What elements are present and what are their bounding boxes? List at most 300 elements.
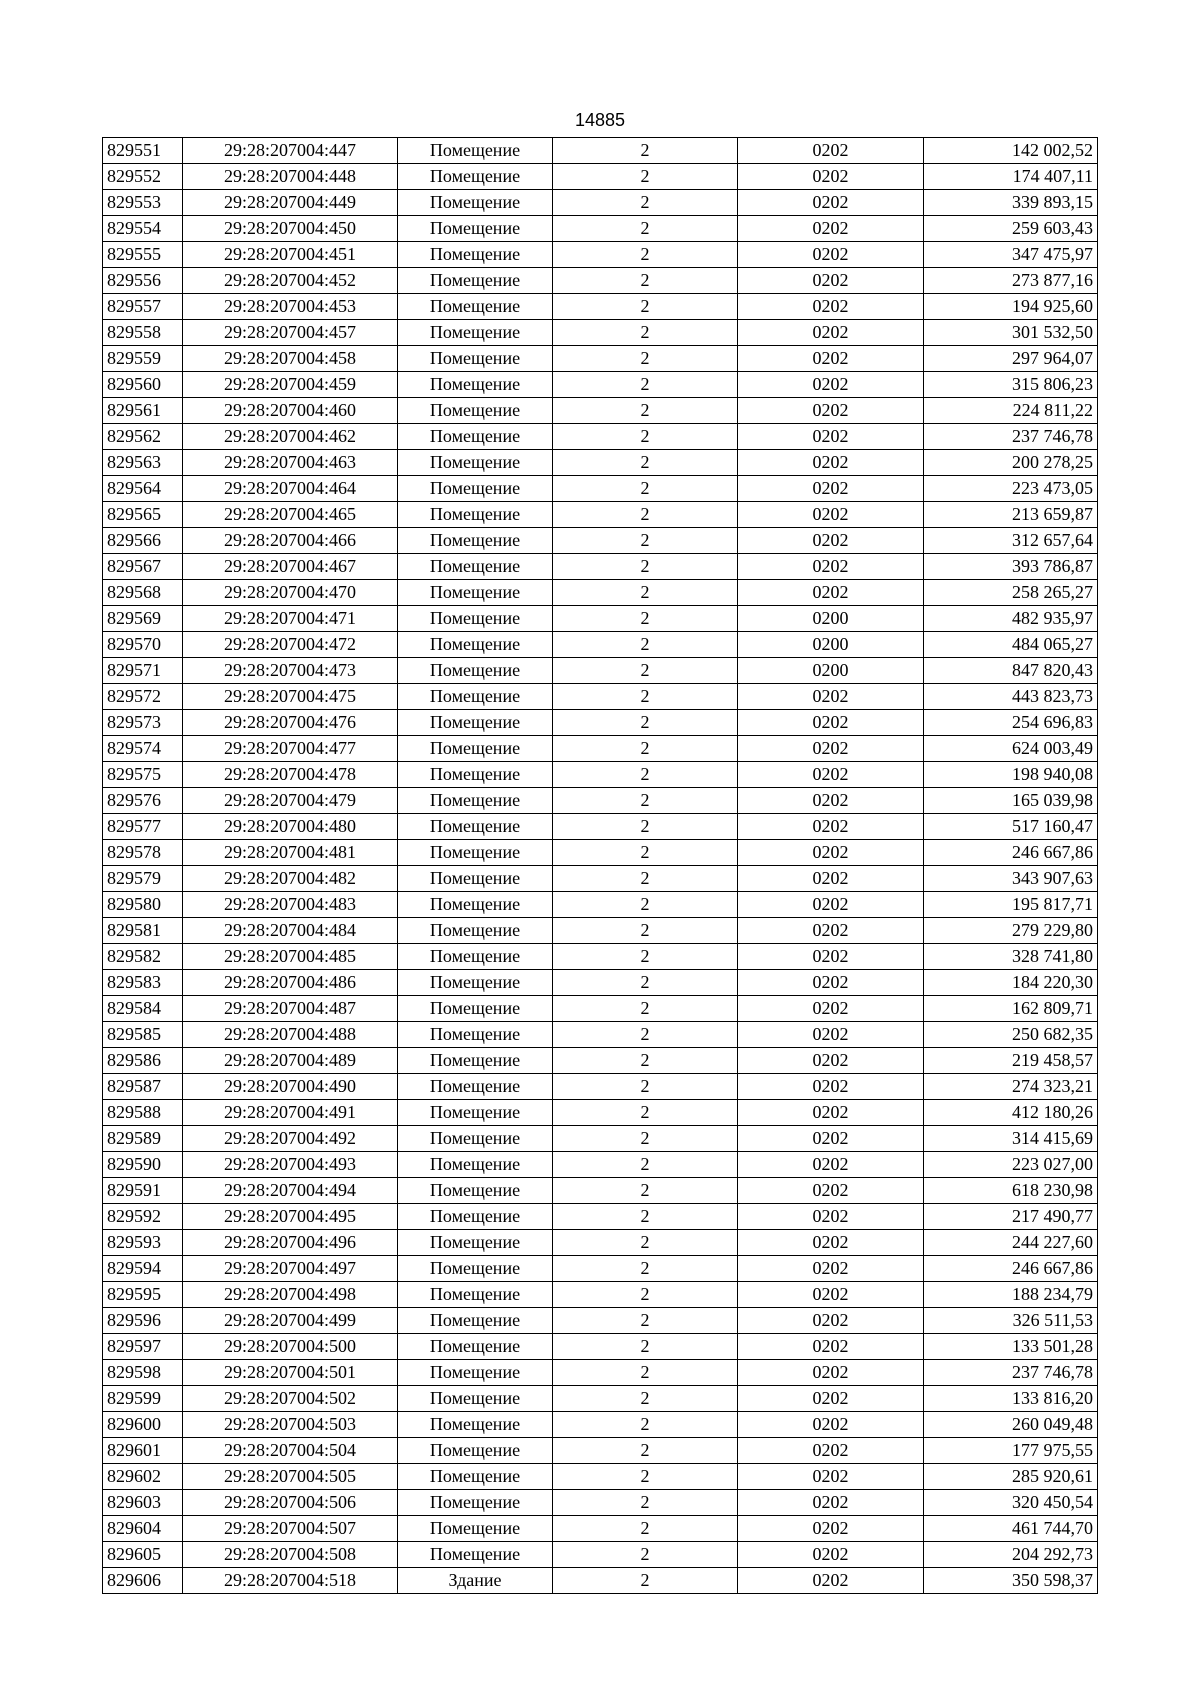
object-type-cell: Помещение — [398, 216, 553, 242]
group-code-cell: 2 — [553, 814, 738, 840]
table-row — [103, 398, 1098, 424]
cadastral-value-cell: 246 667,86 — [924, 1256, 1098, 1282]
object-type-cell: Помещение — [398, 1360, 553, 1386]
table-row — [103, 1308, 1098, 1334]
subgroup-code-cell: 0202 — [738, 1178, 924, 1204]
row-number-cell: 829581 — [103, 918, 183, 944]
object-type-cell: Помещение — [398, 1230, 553, 1256]
subgroup-code-cell: 0202 — [738, 1568, 924, 1594]
cadastral-value-cell: 237 746,78 — [924, 1360, 1098, 1386]
subgroup-code-cell: 0202 — [738, 1386, 924, 1412]
subgroup-code-cell: 0200 — [738, 632, 924, 658]
object-type-cell: Помещение — [398, 164, 553, 190]
row-number-cell: 829567 — [103, 554, 183, 580]
table-row — [103, 840, 1098, 866]
row-number-cell: 829574 — [103, 736, 183, 762]
object-type-cell: Помещение — [398, 1490, 553, 1516]
object-type-cell: Помещение — [398, 1204, 553, 1230]
cadastral-value-cell: 320 450,54 — [924, 1490, 1098, 1516]
cadastral-value-cell: 162 809,71 — [924, 996, 1098, 1022]
object-type-cell: Помещение — [398, 580, 553, 606]
cadastral-number-cell: 29:28:207004:506 — [183, 1490, 398, 1516]
group-code-cell: 2 — [553, 866, 738, 892]
table-row — [103, 892, 1098, 918]
table-row — [103, 1282, 1098, 1308]
group-code-cell: 2 — [553, 1256, 738, 1282]
group-code-cell: 2 — [553, 684, 738, 710]
subgroup-code-cell: 0202 — [738, 320, 924, 346]
cadastral-number-cell: 29:28:207004:504 — [183, 1438, 398, 1464]
table-row — [103, 1542, 1098, 1568]
cadastral-value-cell: 165 039,98 — [924, 788, 1098, 814]
subgroup-code-cell: 0202 — [738, 1126, 924, 1152]
table-row — [103, 450, 1098, 476]
subgroup-code-cell: 0202 — [738, 944, 924, 970]
group-code-cell: 2 — [553, 138, 738, 164]
group-code-cell: 2 — [553, 840, 738, 866]
row-number-cell: 829564 — [103, 476, 183, 502]
table-row — [103, 1074, 1098, 1100]
subgroup-code-cell: 0202 — [738, 346, 924, 372]
cadastral-number-cell: 29:28:207004:465 — [183, 502, 398, 528]
cadastral-value-cell: 200 278,25 — [924, 450, 1098, 476]
cadastral-number-cell: 29:28:207004:450 — [183, 216, 398, 242]
cadastral-number-cell: 29:28:207004:449 — [183, 190, 398, 216]
table-row — [103, 1152, 1098, 1178]
row-number-cell: 829569 — [103, 606, 183, 632]
subgroup-code-cell: 0202 — [738, 1438, 924, 1464]
cadastral-value-cell: 482 935,97 — [924, 606, 1098, 632]
table-row — [103, 1386, 1098, 1412]
subgroup-code-cell: 0202 — [738, 554, 924, 580]
cadastral-number-cell: 29:28:207004:472 — [183, 632, 398, 658]
row-number-cell: 829562 — [103, 424, 183, 450]
group-code-cell: 2 — [553, 1386, 738, 1412]
group-code-cell: 2 — [553, 762, 738, 788]
group-code-cell: 2 — [553, 892, 738, 918]
subgroup-code-cell: 0202 — [738, 1308, 924, 1334]
row-number-cell: 829602 — [103, 1464, 183, 1490]
group-code-cell: 2 — [553, 424, 738, 450]
subgroup-code-cell: 0202 — [738, 866, 924, 892]
object-type-cell: Помещение — [398, 242, 553, 268]
cadastral-value-cell: 260 049,48 — [924, 1412, 1098, 1438]
group-code-cell: 2 — [553, 1178, 738, 1204]
object-type-cell: Помещение — [398, 502, 553, 528]
table-row — [103, 762, 1098, 788]
subgroup-code-cell: 0202 — [738, 1464, 924, 1490]
row-number-cell: 829598 — [103, 1360, 183, 1386]
table-row — [103, 242, 1098, 268]
subgroup-code-cell: 0202 — [738, 1412, 924, 1438]
cadastral-value-cell: 312 657,64 — [924, 528, 1098, 554]
row-number-cell: 829593 — [103, 1230, 183, 1256]
cadastral-number-cell: 29:28:207004:489 — [183, 1048, 398, 1074]
cadastral-value-cell: 339 893,15 — [924, 190, 1098, 216]
object-type-cell: Помещение — [398, 918, 553, 944]
row-number-cell: 829573 — [103, 710, 183, 736]
object-type-cell: Помещение — [398, 996, 553, 1022]
cadastral-number-cell: 29:28:207004:505 — [183, 1464, 398, 1490]
object-type-cell: Помещение — [398, 450, 553, 476]
cadastral-value-cell: 259 603,43 — [924, 216, 1098, 242]
table-row — [103, 1204, 1098, 1230]
row-number-cell: 829580 — [103, 892, 183, 918]
cadastral-number-cell: 29:28:207004:484 — [183, 918, 398, 944]
table-row — [103, 736, 1098, 762]
row-number-cell: 829555 — [103, 242, 183, 268]
table-row — [103, 1126, 1098, 1152]
table-row — [103, 1022, 1098, 1048]
row-number-cell: 829560 — [103, 372, 183, 398]
object-type-cell: Помещение — [398, 1074, 553, 1100]
cadastral-number-cell: 29:28:207004:448 — [183, 164, 398, 190]
subgroup-code-cell: 0202 — [738, 1334, 924, 1360]
subgroup-code-cell: 0200 — [738, 658, 924, 684]
page-number: 14885 — [574, 110, 626, 130]
cadastral-number-cell: 29:28:207004:496 — [183, 1230, 398, 1256]
group-code-cell: 2 — [553, 710, 738, 736]
cadastral-number-cell: 29:28:207004:475 — [183, 684, 398, 710]
object-type-cell: Помещение — [398, 1048, 553, 1074]
object-type-cell: Помещение — [398, 1542, 553, 1568]
row-number-cell: 829595 — [103, 1282, 183, 1308]
table-row — [103, 606, 1098, 632]
cadastral-number-cell: 29:28:207004:470 — [183, 580, 398, 606]
subgroup-code-cell: 0202 — [738, 164, 924, 190]
row-number-cell: 829559 — [103, 346, 183, 372]
group-code-cell: 2 — [553, 996, 738, 1022]
cadastral-number-cell: 29:28:207004:491 — [183, 1100, 398, 1126]
cadastral-value-cell: 237 746,78 — [924, 424, 1098, 450]
cadastral-value-cell: 315 806,23 — [924, 372, 1098, 398]
table-row — [103, 1412, 1098, 1438]
group-code-cell: 2 — [553, 450, 738, 476]
row-number-cell: 829603 — [103, 1490, 183, 1516]
table-row — [103, 554, 1098, 580]
table-row — [103, 814, 1098, 840]
subgroup-code-cell: 0202 — [738, 1074, 924, 1100]
object-type-cell: Помещение — [398, 476, 553, 502]
object-type-cell: Помещение — [398, 1256, 553, 1282]
object-type-cell: Помещение — [398, 866, 553, 892]
cadastral-value-cell: 517 160,47 — [924, 814, 1098, 840]
group-code-cell: 2 — [553, 372, 738, 398]
object-type-cell: Помещение — [398, 1438, 553, 1464]
object-type-cell: Помещение — [398, 268, 553, 294]
row-number-cell: 829601 — [103, 1438, 183, 1464]
table-row — [103, 320, 1098, 346]
table-row — [103, 1334, 1098, 1360]
object-type-cell: Помещение — [398, 892, 553, 918]
object-type-cell: Помещение — [398, 762, 553, 788]
table-row — [103, 164, 1098, 190]
group-code-cell: 2 — [553, 1230, 738, 1256]
cadastral-number-cell: 29:28:207004:482 — [183, 866, 398, 892]
cadastral-number-cell: 29:28:207004:497 — [183, 1256, 398, 1282]
row-number-cell: 829579 — [103, 866, 183, 892]
object-type-cell: Помещение — [398, 294, 553, 320]
cadastral-number-cell: 29:28:207004:493 — [183, 1152, 398, 1178]
object-type-cell: Помещение — [398, 1126, 553, 1152]
cadastral-number-cell: 29:28:207004:495 — [183, 1204, 398, 1230]
subgroup-code-cell: 0202 — [738, 970, 924, 996]
group-code-cell: 2 — [553, 632, 738, 658]
subgroup-code-cell: 0202 — [738, 788, 924, 814]
cadastral-number-cell: 29:28:207004:476 — [183, 710, 398, 736]
cadastral-value-cell: 213 659,87 — [924, 502, 1098, 528]
subgroup-code-cell: 0202 — [738, 1490, 924, 1516]
table-row — [103, 476, 1098, 502]
cadastral-number-cell: 29:28:207004:464 — [183, 476, 398, 502]
subgroup-code-cell: 0202 — [738, 918, 924, 944]
cadastral-number-cell: 29:28:207004:480 — [183, 814, 398, 840]
object-type-cell: Помещение — [398, 736, 553, 762]
subgroup-code-cell: 0202 — [738, 1360, 924, 1386]
group-code-cell: 2 — [553, 970, 738, 996]
subgroup-code-cell: 0202 — [738, 242, 924, 268]
object-type-cell: Помещение — [398, 814, 553, 840]
cadastral-number-cell: 29:28:207004:507 — [183, 1516, 398, 1542]
table-row — [103, 1568, 1098, 1594]
table-row — [103, 970, 1098, 996]
cadastral-number-cell: 29:28:207004:501 — [183, 1360, 398, 1386]
cadastral-value-cell: 393 786,87 — [924, 554, 1098, 580]
cadastral-value-cell: 258 265,27 — [924, 580, 1098, 606]
table-row — [103, 866, 1098, 892]
cadastral-value-cell: 314 415,69 — [924, 1126, 1098, 1152]
row-number-cell: 829551 — [103, 138, 183, 164]
table-row — [103, 1490, 1098, 1516]
cadastral-value-cell: 177 975,55 — [924, 1438, 1098, 1464]
object-type-cell: Помещение — [398, 528, 553, 554]
cadastral-value-cell: 133 816,20 — [924, 1386, 1098, 1412]
cadastral-number-cell: 29:28:207004:503 — [183, 1412, 398, 1438]
cadastral-number-cell: 29:28:207004:460 — [183, 398, 398, 424]
cadastral-number-cell: 29:28:207004:502 — [183, 1386, 398, 1412]
subgroup-code-cell: 0202 — [738, 1230, 924, 1256]
cadastral-number-cell: 29:28:207004:477 — [183, 736, 398, 762]
group-code-cell: 2 — [553, 606, 738, 632]
cadastral-value-cell: 297 964,07 — [924, 346, 1098, 372]
row-number-cell: 829600 — [103, 1412, 183, 1438]
cadastral-value-cell: 461 744,70 — [924, 1516, 1098, 1542]
cadastral-value-cell: 224 811,22 — [924, 398, 1098, 424]
table-row — [103, 944, 1098, 970]
subgroup-code-cell: 0202 — [738, 996, 924, 1022]
row-number-cell: 829557 — [103, 294, 183, 320]
group-code-cell: 2 — [553, 1048, 738, 1074]
row-number-cell: 829566 — [103, 528, 183, 554]
subgroup-code-cell: 0202 — [738, 840, 924, 866]
table-row — [103, 346, 1098, 372]
group-code-cell: 2 — [553, 320, 738, 346]
group-code-cell: 2 — [553, 1464, 738, 1490]
subgroup-code-cell: 0202 — [738, 450, 924, 476]
table-row — [103, 632, 1098, 658]
object-type-cell: Помещение — [398, 1178, 553, 1204]
group-code-cell: 2 — [553, 1152, 738, 1178]
table-row — [103, 294, 1098, 320]
subgroup-code-cell: 0202 — [738, 736, 924, 762]
subgroup-code-cell: 0202 — [738, 398, 924, 424]
group-code-cell: 2 — [553, 294, 738, 320]
object-type-cell: Помещение — [398, 1152, 553, 1178]
table-row — [103, 1230, 1098, 1256]
cadastral-number-cell: 29:28:207004:459 — [183, 372, 398, 398]
cadastral-value-cell: 279 229,80 — [924, 918, 1098, 944]
group-code-cell: 2 — [553, 1568, 738, 1594]
object-type-cell: Помещение — [398, 944, 553, 970]
object-type-cell: Помещение — [398, 1022, 553, 1048]
cadastral-number-cell: 29:28:207004:466 — [183, 528, 398, 554]
cadastral-value-cell: 188 234,79 — [924, 1282, 1098, 1308]
subgroup-code-cell: 0202 — [738, 424, 924, 450]
cadastral-number-cell: 29:28:207004:494 — [183, 1178, 398, 1204]
row-number-cell: 829554 — [103, 216, 183, 242]
object-type-cell: Помещение — [398, 138, 553, 164]
cadastral-value-cell: 443 823,73 — [924, 684, 1098, 710]
row-number-cell: 829585 — [103, 1022, 183, 1048]
object-type-cell: Помещение — [398, 632, 553, 658]
group-code-cell: 2 — [553, 502, 738, 528]
group-code-cell: 2 — [553, 736, 738, 762]
cadastral-value-cell: 254 696,83 — [924, 710, 1098, 736]
row-number-cell: 829553 — [103, 190, 183, 216]
row-number-cell: 829590 — [103, 1152, 183, 1178]
cadastral-value-cell: 484 065,27 — [924, 632, 1098, 658]
object-type-cell: Помещение — [398, 320, 553, 346]
group-code-cell: 2 — [553, 398, 738, 424]
group-code-cell: 2 — [553, 1516, 738, 1542]
table-row — [103, 918, 1098, 944]
subgroup-code-cell: 0202 — [738, 190, 924, 216]
row-number-cell: 829552 — [103, 164, 183, 190]
object-type-cell: Помещение — [398, 1386, 553, 1412]
row-number-cell: 829556 — [103, 268, 183, 294]
subgroup-code-cell: 0202 — [738, 710, 924, 736]
row-number-cell: 829588 — [103, 1100, 183, 1126]
group-code-cell: 2 — [553, 580, 738, 606]
object-type-cell: Помещение — [398, 1464, 553, 1490]
group-code-cell: 2 — [553, 554, 738, 580]
cadastral-value-cell: 326 511,53 — [924, 1308, 1098, 1334]
group-code-cell: 2 — [553, 918, 738, 944]
row-number-cell: 829606 — [103, 1568, 183, 1594]
cadastral-number-cell: 29:28:207004:498 — [183, 1282, 398, 1308]
cadastral-value-cell: 301 532,50 — [924, 320, 1098, 346]
subgroup-code-cell: 0202 — [738, 138, 924, 164]
subgroup-code-cell: 0202 — [738, 268, 924, 294]
row-number-cell: 829575 — [103, 762, 183, 788]
object-type-cell: Помещение — [398, 788, 553, 814]
table-body — [103, 138, 1098, 1594]
group-code-cell: 2 — [553, 1204, 738, 1230]
object-type-cell: Помещение — [398, 1308, 553, 1334]
table-row — [103, 1438, 1098, 1464]
row-number-cell: 829565 — [103, 502, 183, 528]
subgroup-code-cell: 0202 — [738, 1256, 924, 1282]
group-code-cell: 2 — [553, 1074, 738, 1100]
table-row — [103, 1048, 1098, 1074]
group-code-cell: 2 — [553, 1022, 738, 1048]
group-code-cell: 2 — [553, 1334, 738, 1360]
table-row — [103, 580, 1098, 606]
object-type-cell: Здание — [398, 1568, 553, 1594]
cadastral-number-cell: 29:28:207004:492 — [183, 1126, 398, 1152]
cadastral-number-cell: 29:28:207004:451 — [183, 242, 398, 268]
group-code-cell: 2 — [553, 1438, 738, 1464]
group-code-cell: 2 — [553, 1412, 738, 1438]
group-code-cell: 2 — [553, 1308, 738, 1334]
group-code-cell: 2 — [553, 164, 738, 190]
cadastral-value-cell: 133 501,28 — [924, 1334, 1098, 1360]
cadastral-value-cell: 847 820,43 — [924, 658, 1098, 684]
table-row — [103, 1516, 1098, 1542]
cadastral-number-cell: 29:28:207004:486 — [183, 970, 398, 996]
table-row — [103, 1464, 1098, 1490]
table-row — [103, 788, 1098, 814]
row-number-cell: 829576 — [103, 788, 183, 814]
table-row — [103, 502, 1098, 528]
object-type-cell: Помещение — [398, 398, 553, 424]
row-number-cell: 829582 — [103, 944, 183, 970]
cadastral-number-cell: 29:28:207004:488 — [183, 1022, 398, 1048]
subgroup-code-cell: 0202 — [738, 1022, 924, 1048]
table-row — [103, 138, 1098, 164]
table-row — [103, 996, 1098, 1022]
subgroup-code-cell: 0200 — [738, 606, 924, 632]
subgroup-code-cell: 0202 — [738, 892, 924, 918]
group-code-cell: 2 — [553, 1490, 738, 1516]
row-number-cell: 829605 — [103, 1542, 183, 1568]
object-type-cell: Помещение — [398, 1412, 553, 1438]
cadastral-number-cell: 29:28:207004:490 — [183, 1074, 398, 1100]
object-type-cell: Помещение — [398, 970, 553, 996]
row-number-cell: 829592 — [103, 1204, 183, 1230]
table-row — [103, 1100, 1098, 1126]
cadastral-number-cell: 29:28:207004:471 — [183, 606, 398, 632]
subgroup-code-cell: 0202 — [738, 1048, 924, 1074]
cadastral-value-cell: 624 003,49 — [924, 736, 1098, 762]
cadastral-number-cell: 29:28:207004:487 — [183, 996, 398, 1022]
table-row — [103, 1178, 1098, 1204]
group-code-cell: 2 — [553, 1126, 738, 1152]
row-number-cell: 829594 — [103, 1256, 183, 1282]
row-number-cell: 829558 — [103, 320, 183, 346]
cadastral-number-cell: 29:28:207004:453 — [183, 294, 398, 320]
cadastral-number-cell: 29:28:207004:499 — [183, 1308, 398, 1334]
subgroup-code-cell: 0202 — [738, 476, 924, 502]
cadastral-number-cell: 29:28:207004:458 — [183, 346, 398, 372]
subgroup-code-cell: 0202 — [738, 1282, 924, 1308]
group-code-cell: 2 — [553, 944, 738, 970]
row-number-cell: 829561 — [103, 398, 183, 424]
table-row — [103, 372, 1098, 398]
cadastral-number-cell: 29:28:207004:483 — [183, 892, 398, 918]
object-type-cell: Помещение — [398, 346, 553, 372]
row-number-cell: 829568 — [103, 580, 183, 606]
cadastral-number-cell: 29:28:207004:481 — [183, 840, 398, 866]
cadastral-value-cell: 350 598,37 — [924, 1568, 1098, 1594]
table-row — [103, 268, 1098, 294]
cadastral-value-cell: 244 227,60 — [924, 1230, 1098, 1256]
cadastral-number-cell: 29:28:207004:462 — [183, 424, 398, 450]
row-number-cell: 829577 — [103, 814, 183, 840]
subgroup-code-cell: 0202 — [738, 580, 924, 606]
row-number-cell: 829583 — [103, 970, 183, 996]
object-type-cell: Помещение — [398, 424, 553, 450]
